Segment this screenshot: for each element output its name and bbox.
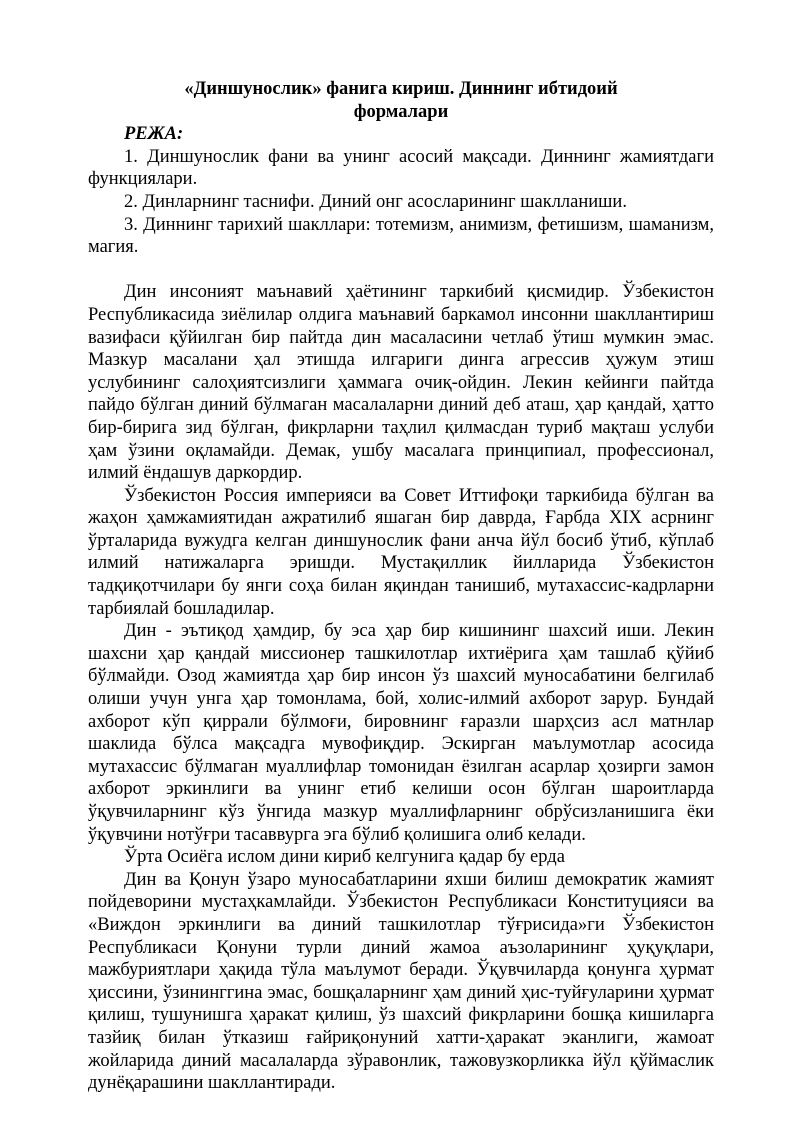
document-title-line-1: «Диншунослик» фанига кириш. Диннинг ибтидоий — [184, 79, 618, 99]
paragraph-4: Ўрта Осиёга ислом дини кириб келгунига қадар бу ерда — [124, 847, 565, 868]
blank-line — [88, 259, 714, 282]
document-title-line-2: формалари — [353, 101, 449, 122]
paragraph-1: Дин инсоният маънавий ҳаётининг таркибий қисмидир. Ўзбекистон Республикасида зиёлилар олдига маънавий баркамол инсонни шакллантириш вазифаси қўйилган бир пайтда дин масаласини четлаб ўтиш мумкин эмас. Мазкур масалани ҳал этишда илгариги динга агрессив ҳужум этиш услубининг салоҳиятсизлиги ҳаммага очиқ-ойдин. Лекин кейинги пайтда пайдо бўлган диний бўлмаган масалаларни диний деб аташ, ҳар қандай, ҳатто бир-бирига зид бўлган, фикрларни таҳлил қилмасдан туриб мақташ услуби ҳам ўзини оқламайди. Демак, ушбу масалага принципиал, профессионал, илмий ёндашув даркордир. — [88, 282, 714, 484]
document-page — [88, 78, 714, 1095]
plan-item-3: 3. Диннинг тарихий шакллари: тотемизм, анимизм, фетишизм, шаманизм, магия. — [88, 214, 714, 258]
paragraph-3: Дин - эътиқод ҳамдир, бу эса ҳар бир кишининг шахсий иши. Лекин шахсни ҳар қандай миссионер ташкилотлар ихтиёрига ҳам ташлаб қўйиб бўлмайди. Озод жамиятда ҳар бир инсон ўз шахсий муносабатини белгилаб олиши учун унга ҳар томонлама, бой, холис-илмий ахборот зарур. Бундай ахборот кўп қиррали бўлмоғи, бировнинг ғаразли шарҳсиз асл матнлар шаклида бўлса мақсадга мувофиқдир. Эскирган маълумотлар асосида мутахассис бўлмаган муаллифлар томонидан ёзилган асарлар ҳозирги замон ахборот эркинлиги ва унинг етиб келиши осон бўлган шароитларда ўқувчиларнинг кўз ўнгида мазкур муаллифларнинг обрўсизланишига ёки ўқувчини нотўғри тасаввурга эга бўлиб қолишига олиб келади. — [88, 621, 714, 845]
paragraph-2: Ўзбекистон Россия империяси ва Совет Иттифоқи таркибида бўлган ва жаҳон ҳамжамиятидан ажратилиб яшаган бир даврда, Ғарбда XIX асрнинг ўрталарида вужудга келган диншунослик фани анча йўл босиб ўтиб, кўплаб илмий натижаларга эришди. Мустақиллик йилларида Ўзбекистон тадқиқотчилари бу янги соҳа билан яқиндан танишиб, мутахассис-кадрларни тарбиялай бошладилар. — [88, 485, 714, 619]
plan-heading: РЕЖА: — [124, 124, 184, 145]
plan-item-2: 2. Динларнинг таснифи. Диний онг асосларининг шаклланиши. — [124, 191, 627, 212]
plan-item-1: 1. Диншунослик фани ва унинг асосий мақсади. Диннинг жамиятдаги функциялари. — [88, 146, 714, 190]
paragraph-5: Дин ва Қонун ўзаро муносабатларини яхши билиш демократик жамият пойдеворини мустаҳкамлайди. Ўзбекистон Республикаси Конституцияси ва «Виждон эркинлиги ва диний ташкилотлар тўғрисида»ги Ўзбекистон Республикаси Қонуни турли диний жамоа аъзоларининг ҳуқуқлари, мажбуриятлари ҳақида тўла маълумот беради. Ўқувчиларда қонунга ҳурмат ҳиссини, ўзининггина эмас, бошқаларнинг ҳам диний ҳис-туйғуларини ҳурмат қилиш, тушунишга ҳаракат қилиш, ўз шахсий фикрларини бошқа кишиларга тазйиқ билан ўтказиш ғайриқонуний хатти-ҳаракат эканлиги, жамоат жойларида диний масалаларда зўравонлик, тажовузкорликка йўл қўймаслик дунёқарашини шакллантиради. — [88, 869, 714, 1094]
